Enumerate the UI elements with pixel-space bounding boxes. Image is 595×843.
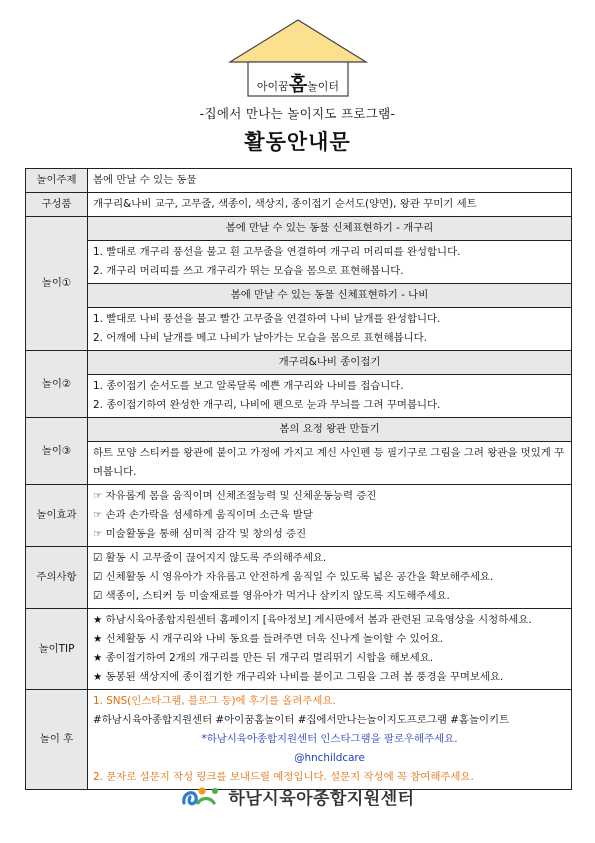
checkbox-checked-icon: ☑ <box>93 552 103 564</box>
row-caution <box>26 547 572 609</box>
tip-line: ★ 하남시육아종합지원센터 홈페이지 [육아정보] 게시판에서 봄과 관련된 교육영상을 시청하세요. <box>93 614 532 626</box>
play3-title: 봄의 요정 왕관 만들기 <box>88 418 572 442</box>
tip-line: ★ 종이접기하여 2개의 개구리를 만든 뒤 개구리 멀리뛰기 시합을 해보세요. <box>93 652 434 664</box>
label-topic: 놀이주제 <box>26 169 88 193</box>
play2-title: 개구리&나비 종이접기 <box>88 351 572 375</box>
center-logo-icon <box>180 783 222 809</box>
value-topic: 봄에 만날 수 있는 동물 <box>88 169 572 193</box>
row-play2-body <box>26 375 572 418</box>
row-materials <box>26 193 572 217</box>
row-play2-title <box>26 351 572 375</box>
row-play1-sub1-title <box>26 217 572 241</box>
row-after <box>26 690 572 790</box>
play2-body <box>88 375 572 418</box>
caution-line: ☑ 신체활동 시 영유아가 자유롭고 안전하게 움직일 수 있도록 넓은 공간을 확보해주세요. <box>93 571 494 583</box>
play1-sub2-title: 봄에 만날 수 있는 동물 신체표현하기 - 나비 <box>88 284 572 308</box>
play1-sub1-title: 봄에 만날 수 있는 동물 신체표현하기 - 개구리 <box>88 217 572 241</box>
activity-info-table <box>25 168 572 790</box>
row-topic <box>26 169 572 193</box>
play2-line: 2. 종이접기하여 완성한 개구리, 나비에 펜으로 눈과 무늬를 그려 꾸며봅니다. <box>93 399 441 411</box>
row-play1-sub2-body <box>26 308 572 351</box>
label-play2: 놀이② <box>26 351 88 418</box>
row-play3-title <box>26 418 572 442</box>
star-icon: ★ <box>93 633 103 645</box>
footer-brand <box>180 783 414 809</box>
page-subtitle: -집에서 만나는 놀이지도 프로그램- <box>199 106 396 121</box>
label-after: 놀이 후 <box>26 690 88 790</box>
value-materials: 개구리&나비 교구, 고무줄, 색종이, 색상지, 종이접기 순서도(양면), 왕관 꾸미기 세트 <box>88 193 572 217</box>
label-materials: 구성품 <box>26 193 88 217</box>
label-play3: 놀이③ <box>26 418 88 485</box>
after-sns-line: 1. SNS(인스타그램, 블로그 등)에 후기를 올려주세요. <box>93 695 336 707</box>
label-tip: 놀이TIP <box>26 609 88 690</box>
effect-body <box>88 485 572 547</box>
footer <box>0 783 595 813</box>
pointing-hand-icon: ☞ <box>93 490 103 502</box>
after-survey-line: 2. 문자로 설문지 작성 링크를 보내드릴 예정입니다. 설문지 작성에 꼭 참여해주세요. <box>93 771 474 783</box>
play3-body <box>88 442 572 485</box>
play1-sub1-line: 2. 개구리 머리띠를 쓰고 개구리가 뛰는 모습을 몸으로 표현해봅니다. <box>93 265 404 277</box>
tip-body <box>88 609 572 690</box>
row-tip <box>26 609 572 690</box>
row-play3-body <box>26 442 572 485</box>
star-icon: ★ <box>93 671 103 683</box>
instagram-handle[interactable]: @hnchildcare <box>294 752 365 764</box>
logo-text-part-1: 아이꿈 <box>256 80 289 93</box>
play1-sub2-body <box>88 308 572 351</box>
row-effect <box>26 485 572 547</box>
caution-body <box>88 547 572 609</box>
play3-text: 하트 모양 스티커를 왕관에 붙이고 가정에 가지고 계신 사인펜 등 필기구로 그림을 그려 왕관을 멋있게 꾸며봅니다. <box>93 447 565 478</box>
after-body <box>88 690 572 790</box>
effect-line: ☞ 손과 손가락을 섬세하게 움직이며 소근육 발달 <box>93 509 313 521</box>
play1-sub1-body <box>88 241 572 284</box>
star-icon: ★ <box>93 614 103 626</box>
play1-sub2-line: 2. 어깨에 나비 날개를 메고 나비가 날아가는 모습을 몸으로 표현해봅니다. <box>93 332 428 344</box>
play2-line: 1. 종이접기 순서도를 보고 알록달록 예쁜 개구리와 나비를 접습니다. <box>93 380 404 392</box>
row-play1-sub2-title <box>26 284 572 308</box>
program-logo-text <box>250 70 346 101</box>
after-hashtags: #하남시육아종합지원센터 #아이꿈홈놀이터 #집에서만나는놀이지도프로그램 #홈놀이키트 <box>93 714 510 726</box>
tip-line: ★ 동봉된 색상지에 종이접기한 개구리와 나비를 붙이고 그림을 그려 봄 풍경을 꾸며보세요. <box>93 671 504 683</box>
page-title: 활동안내문 <box>244 130 351 154</box>
effect-line: ☞ 미술활동을 통해 심미적 감각 및 창의성 증진 <box>93 528 307 540</box>
caution-line: ☑ 활동 시 고무줄이 끊어지지 않도록 주의해주세요. <box>93 552 327 564</box>
logo-text-big: 홈 <box>288 73 308 95</box>
effect-line: ☞ 자유롭게 몸을 움직이며 신체조절능력 및 신체운동능력 증진 <box>93 490 377 502</box>
row-play1-sub1-body <box>26 241 572 284</box>
play1-sub1-line: 1. 빨대로 개구리 풍선을 불고 흰 고무줄을 연결하여 개구리 머리띠를 완성합니다. <box>93 246 461 258</box>
pointing-hand-icon: ☞ <box>93 509 103 521</box>
center-name: 하남시육아종합지원센터 <box>228 788 415 809</box>
house-logo <box>228 18 368 98</box>
label-caution: 주의사항 <box>26 547 88 609</box>
logo-text-part-2: 놀이터 <box>307 80 340 93</box>
label-effect: 놀이효과 <box>26 485 88 547</box>
checkbox-checked-icon: ☑ <box>93 571 103 583</box>
star-icon: ★ <box>93 652 103 664</box>
tip-line: ★ 신체활동 시 개구리와 나비 동요를 들려주면 더욱 신나게 놀이할 수 있어요. <box>93 633 444 645</box>
play1-sub2-line: 1. 빨대로 나비 풍선을 불고 빨간 고무줄을 연결하여 나비 날개를 완성합니다. <box>93 313 441 325</box>
pointing-hand-icon: ☞ <box>93 528 103 540</box>
after-follow-line: *하남시육아종합지원센터 인스타그램을 팔로우해주세요. <box>201 733 458 745</box>
caution-line: ☑ 색종이, 스티커 등 미술재료를 영유아가 먹거나 삼키지 않도록 지도해주세요. <box>93 590 450 602</box>
checkbox-checked-icon: ☑ <box>93 590 103 602</box>
label-play1: 놀이① <box>26 217 88 351</box>
